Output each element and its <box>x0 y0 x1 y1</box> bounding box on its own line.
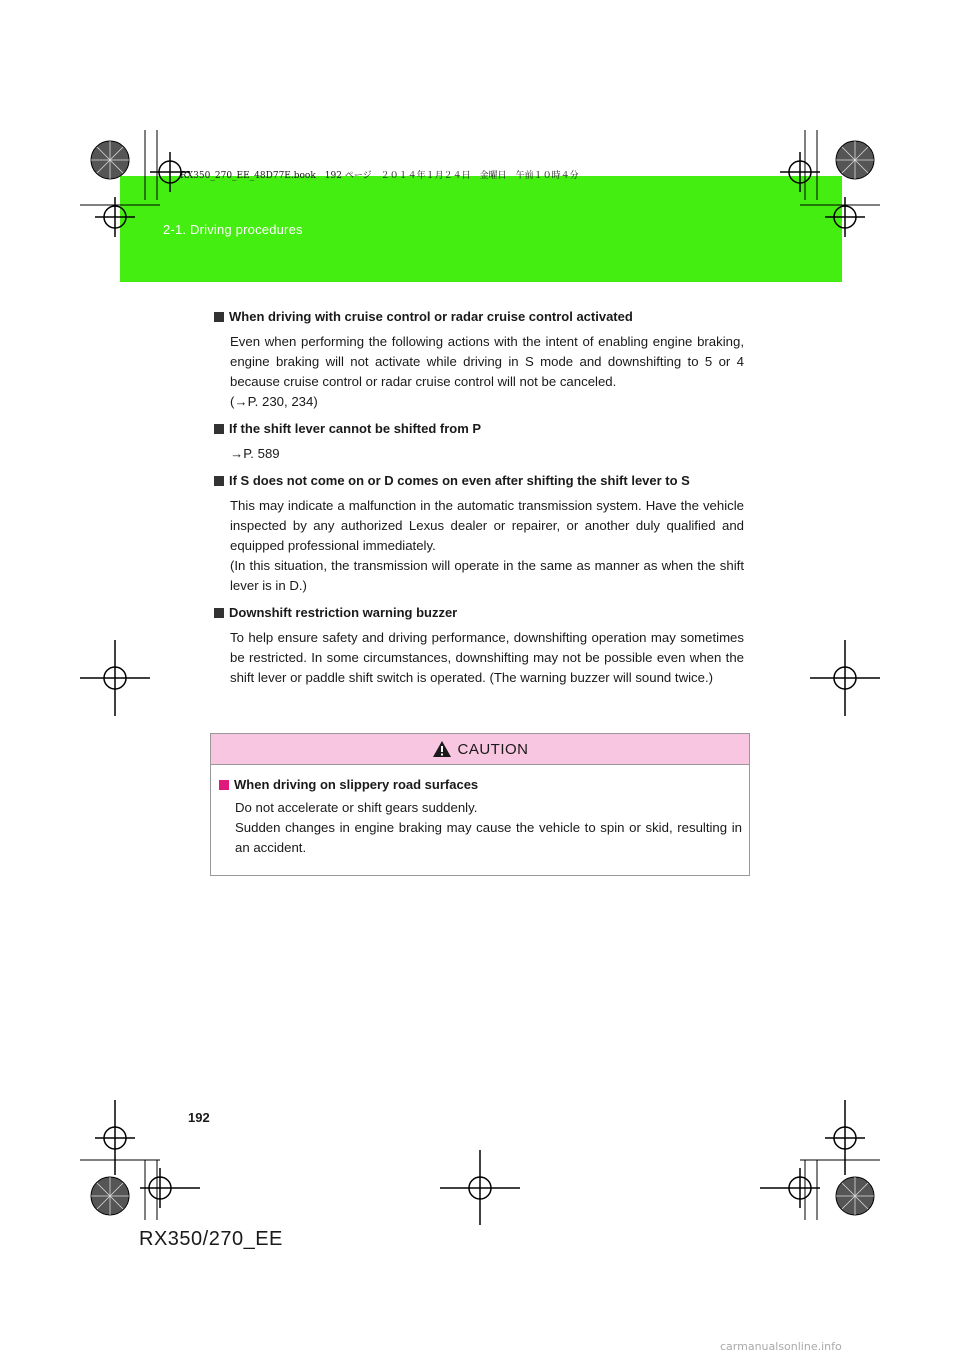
entry-paragraph: →P. 589 <box>230 446 280 461</box>
section-title: 2-1. Driving procedures <box>163 222 303 237</box>
entry-heading: If S does not come on or D comes on even after shifting the shift lever to S <box>229 473 690 488</box>
caution-paragraph: Do not accelerate or shift gears suddenly. <box>235 800 478 815</box>
model-code: RX350/270_EE <box>139 1228 283 1250</box>
entry-paragraph: This may indicate a malfunction in the automatic transmission system. Have the vehicle inspected by any authorized Lexus dealer or repairer, or another duly qualified and equipped professional immediately. <box>230 498 744 553</box>
watermark: carmanualsonline.info <box>720 1340 842 1353</box>
entry-paragraph: Even when performing the following actions with the intent of enabling engine braking, engine braking will not activate while driving in S mode and downshifting to 5 or 4 because cruise control or radar cruise control will not be canceled. <box>230 334 744 389</box>
entry-heading: If the shift lever cannot be shifted from P <box>229 421 482 436</box>
book-info: RX350_270_EE_48D77E.book 192 ページ ２０１４年１月２４日 金曜日 午前１０時４分 <box>180 171 579 181</box>
registration-target-icon <box>80 152 880 1225</box>
entry-heading: When driving with cruise control or radar cruise control activated <box>229 309 633 324</box>
entry-paragraph: (→P. 230, 234) <box>230 394 318 409</box>
entry-paragraph: To help ensure safety and driving performance, downshifting operation may sometimes be restricted. In some circumstances, downshifting may not be possible even when the shift lever or paddle shift switch is operated. (The warning buzzer will sound twice.) <box>230 630 744 685</box>
radial-register-icon <box>91 141 874 1215</box>
caution-heading: When driving on slippery road surfaces <box>234 777 479 792</box>
entry-paragraph: (In this situation, the transmission will operate in the same as manner as when the shift lever is in D.) <box>230 558 744 593</box>
entry-heading: Downshift restriction warning buzzer <box>229 605 458 620</box>
caution-paragraph: Sudden changes in engine braking may cause the vehicle to spin or skid, resulting in an accident. <box>235 820 742 855</box>
caution-title: CAUTION <box>457 740 529 758</box>
page-number: 192 <box>188 1110 210 1125</box>
